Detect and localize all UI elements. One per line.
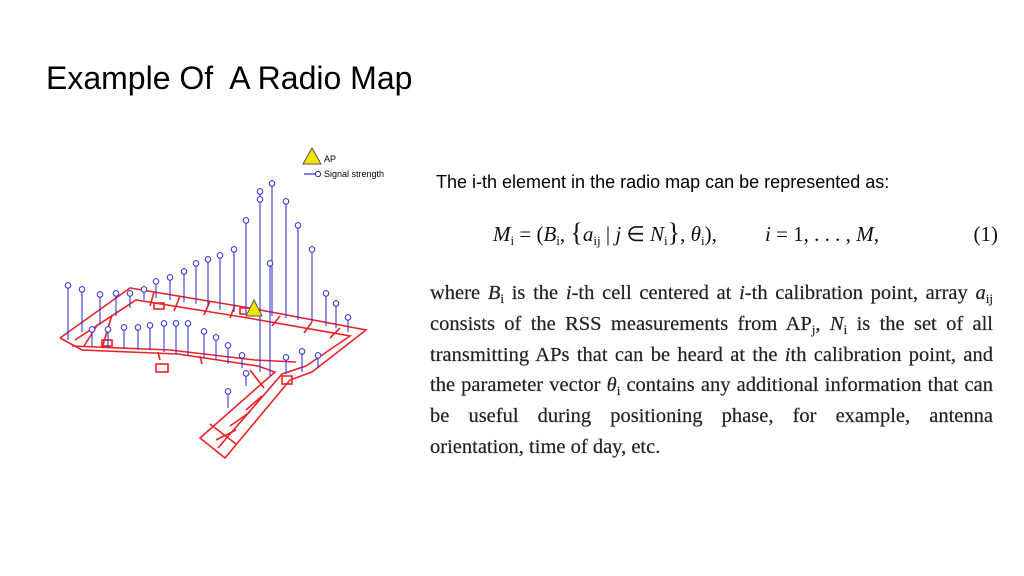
- signal-pin-dot: [323, 291, 329, 297]
- signal-pin-dot: [173, 321, 179, 327]
- signal-pin-dot: [185, 321, 191, 327]
- equation-range: i = 1, . . . , M,: [765, 222, 879, 246]
- signal-pin-dot: [141, 287, 147, 293]
- legend-signal-label: Signal strength: [324, 169, 385, 179]
- signal-pin-dot: [299, 349, 305, 355]
- signal-pin-dot: [167, 275, 173, 281]
- signal-pin-dot: [231, 247, 237, 253]
- signal-pin-dot: [147, 323, 153, 329]
- signal-pin-dot: [153, 279, 159, 285]
- signal-pin-dot: [345, 315, 351, 321]
- signal-pin-dot: [113, 291, 119, 297]
- floor-plan: [60, 288, 366, 458]
- radio-map-figure: [50, 140, 390, 460]
- signal-pin-dot: [239, 353, 245, 359]
- signal-pin-dot: [257, 197, 263, 203]
- signal-pin-dot: [181, 269, 187, 275]
- legend-ap-icon: [303, 148, 321, 164]
- signal-pin-dot: [79, 287, 85, 293]
- description-paragraph: where $B_i$ is the i-th cell centered at i-th calibration point, array $a_{ij}$ consists of the RSS measurements from $AP_j$, $N_i$ is the set of all transmitting APs that can be heard at the ith calibration point, and the parameter vector $\theta_i$ contains any additional information that can be useful during positioning phase, for example, antenna orientation, time of day, etc.: [430, 282, 994, 458]
- signal-pin-dot: [283, 355, 289, 361]
- signal-pin-dot: [225, 389, 231, 395]
- signal-pin-dot: [65, 283, 71, 289]
- signal-pin-dot: [309, 247, 315, 253]
- signal-pin-dot: [243, 371, 249, 377]
- signal-pin-dot: [315, 353, 321, 359]
- signal-pin-dot: [269, 181, 275, 187]
- signal-pin-dot: [135, 325, 141, 331]
- signal-pin-dot: [201, 329, 207, 335]
- signal-pin-dot: [225, 343, 231, 349]
- signal-pin-dot: [127, 291, 133, 297]
- signal-pin-dot: [121, 325, 127, 331]
- equation-lhs: $M_i = (B_i$, {$a_{ij}$ | j ∈ $N_i$}, $\theta_i$),: [493, 218, 717, 248]
- signal-pin-dot: [217, 253, 223, 259]
- signal-pin-dot: [89, 327, 95, 333]
- signal-pin-dot: [295, 223, 301, 229]
- signal-pin-dot: [243, 218, 249, 224]
- equation: [493, 218, 998, 258]
- signal-pin-dot: [193, 261, 199, 267]
- signal-pin-dot: [205, 257, 211, 263]
- signal-pin-dot: [333, 301, 339, 307]
- signal-pin-dot: [161, 321, 167, 327]
- signal-pin-dot: [97, 292, 103, 298]
- legend-ap-label: AP: [324, 154, 337, 164]
- figure-legend: [303, 148, 384, 179]
- signal-pin-dot: [257, 189, 263, 195]
- signal-pin-dot: [213, 335, 219, 341]
- signal-pin-dot: [267, 261, 273, 267]
- legend-signal-dot: [315, 171, 320, 176]
- signal-pin-dot: [105, 327, 111, 333]
- slide-title: Example Of A Radio Map: [46, 60, 413, 96]
- equation-number: (1): [973, 222, 998, 246]
- intro-text: The i-th element in the radio map can be represented as:: [436, 172, 890, 192]
- signal-pin-dot: [283, 199, 289, 205]
